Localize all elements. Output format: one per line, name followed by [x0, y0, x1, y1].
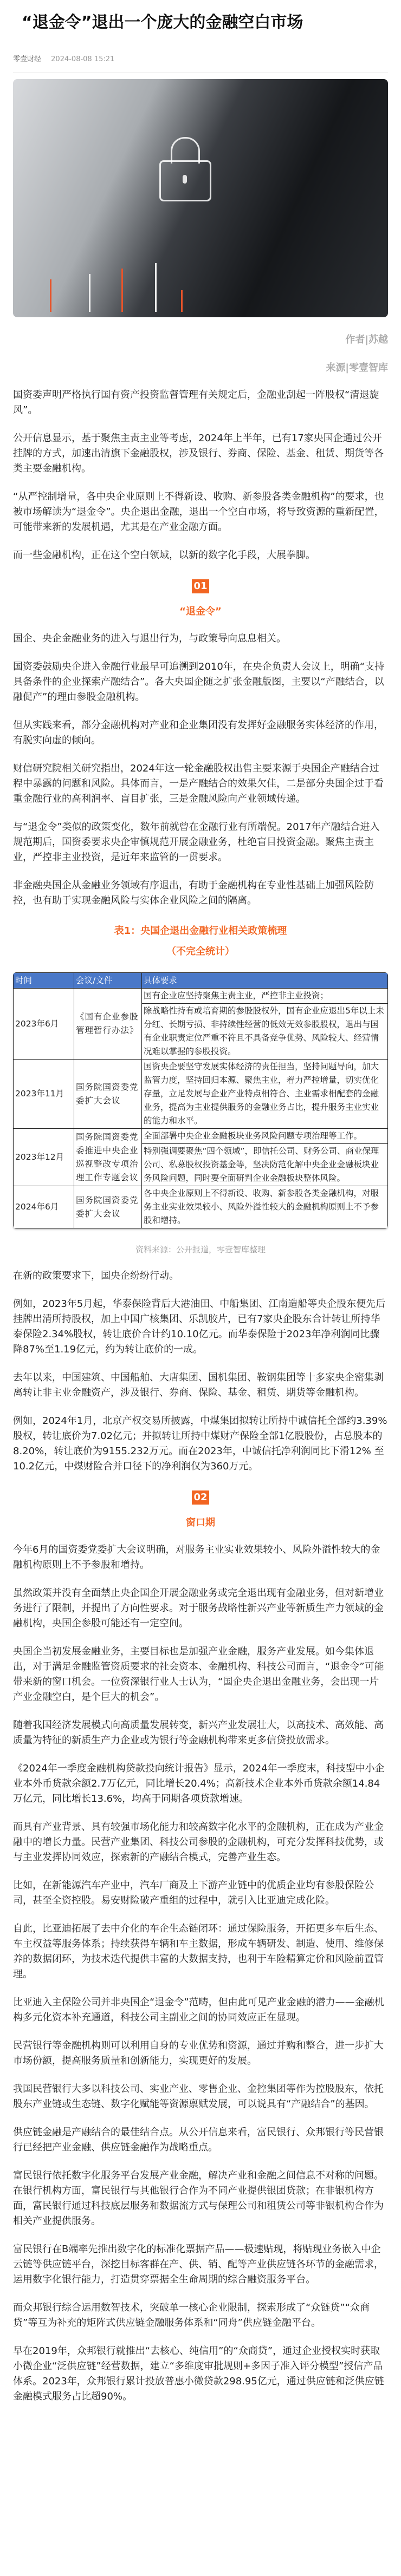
column-header: 时间	[14, 973, 74, 989]
paragraph: 随着我国经济发展模式向高质量发展转变，新兴产业发展壮大，以高技术、高效能、高质量为特征的新质生产力企业或为银行等金融机构带来更多信贷投放需求。	[13, 1719, 384, 1746]
article-title: “退金令”退出一个庞大的金融空白市场	[22, 13, 303, 32]
cell-time: 2024年6月	[14, 1186, 74, 1228]
paragraph: 非金融央国企从金融业务领域有序退出，有助于金融机构在专业性基础上加强风险防控，也有助于实现金融风险与实体企业风险之间的隔离。	[13, 880, 374, 906]
table-row	[14, 1060, 388, 1129]
paragraph: 我国民营银行大多以科技公司、实业产业、零售企业、金控集团等作为控股股东，依托股东产业链或生态链、数字化赋能等资源禀赋发展，可以说具有“产融结合”的基因。	[13, 2083, 384, 2110]
paragraph: 财信研究院相关研究指出，2024年这一轮金融股权出售主要来源于央国企产融结合过程中暴露的问题和风险。具体而言，一是产融结合的效果欠佳，二是部分央国企过于看重金融行业的高利润率、盲目扩张，三是金融风险向产业领域传递。	[13, 763, 384, 805]
cell-requirement: 国资央企要坚守发展实体经济的责任担当，坚持问题导向，加大监管力度，坚持回归本源、聚焦主业，着力严控增量，切实优化存量，立足发展与企业产业特点相符合、主业需求相配套的金融业务，提高为主业提供服务的金融业务占比，提升服务主业实业的能力和水平。	[142, 1060, 388, 1129]
cell-document: 《国有企业参股管理暂行办法》	[74, 989, 142, 1060]
section-heading: “退金令”	[179, 606, 222, 617]
cell-requirement: 各中央企业原则上不得新设、收购、新参股各类金融机构，对服务主业实业效果较小、风险外溢性较大的金融机构原则上不予参股和增持。	[142, 1186, 388, 1228]
table-subcaption: （不完全统计）	[166, 946, 235, 957]
cell-document: 国务院国资委党委扩大会议	[74, 1186, 142, 1228]
paragraph: 例如，2024年1月，北京产权交易所披露，中煤集团拟转让所持中诚信托全部约3.39%股权，转让底价为7.02亿元；并拟转让所持中煤财产保险全部1亿股股份，占总股本的8.20%，转让底价为9155.232万元。而在2023年，中诚信托净利润同比下滑12% 至10.2亿元，中煤财险合并口径下的净利润仅为360万元。	[13, 1415, 387, 1472]
table-row	[14, 989, 388, 1004]
paragraph: 而众邦银行综合运用数智技术，突破单一核心企业限制，探索形成了“众链贷”“众商贷”等互为补充的矩阵式供应链金融服务体系和“同舟”供应链金融平台。	[13, 2302, 370, 2329]
lock-icon	[159, 160, 211, 201]
paragraph: 供应链金融是产融结合的最佳结合点。从公开信息来看，富民银行、众邦银行等民营银行已经把产业金融、供应链金融作为战略重点。	[13, 2127, 384, 2153]
article-meta	[13, 53, 388, 63]
paragraph: 去年以来，中国建筑、中国船舶、大唐集团、国机集团、鞍钢集团等十多家央企密集剥离转让非主业金融资产，涉及银行、券商、保险、基金、租赁、期货等金融机构。	[13, 1372, 384, 1398]
source: 来源|零壹智库	[326, 362, 388, 374]
author: 作者|苏越	[345, 334, 388, 345]
paragraph: 与“退金令”类似的政策变化，数年前就曾在金融行业有所端倪。2017年产融结合进入规范期后，国资委要求央企审慎规范开展金融业务，杜绝盲目投资金融。聚焦主责主业，严控非主业投资，是近年来监管的一贯要求。	[13, 821, 380, 863]
policy-table	[13, 972, 388, 1228]
cell-requirement: 除战略性持有或培育期的参股股权外，国有企业应退出5年以上未分红、长期亏损、非持续性经营的低效无效参股股权，退出与国有企业职责定位严重不符且不具备竞争优势、风险较大、经营情况难以掌握的参股投资。	[142, 1004, 388, 1060]
column-header: 会议/文件	[74, 973, 142, 989]
paragraph: 富民银行依托数字化服务平台发展产业金融，解决产业和金融之间信息不对称的问题。在银行机构方面，富民银行与其他银行合作为不同产业提供银团贷款；在非银机构方面，富民银行通过科技底层服务和数据流方式与保理公司和租赁公司等非银机构合作为相关产业提供服务。	[13, 2170, 384, 2227]
section-number	[13, 579, 388, 593]
paragraph: 《2024年一季度金融机构贷款投向统计报告》显示，2024年一季度末，科技型中小企业本外币贷款余额2.7万亿元，同比增长20.4%；高新技术企业本外币贷款余额14.84万亿元，同比增长13.6%，均高于同期各项贷款增速。	[13, 1763, 385, 1804]
paragraph: 而具有产业背景、具有较强市场化能力和较高数字化水平的金融机构，正在成为产业金融中的增长力量。民营产业集团、科技公司参股的金融机构，可充分发挥科技优势，或与主业发挥协同效应，探索新的产融结合模式，完善产业生态。	[13, 1821, 384, 1863]
hero-image	[13, 79, 388, 317]
publish-date: 2024-08-08 15:21	[51, 55, 115, 63]
paragraph: 央国企当初发展金融业务，主要目标也是加强产业金融，服务产业发展。如今集体退出，对于满足金融监管资质要求的社会资本、金融机构、科技公司而言，“退金令”可能带来新的窗口机会。一位资深银行业人士认为，“国企央企退出金融业务，会出现一片产业金融空白，是个巨大的机会”。	[13, 1646, 384, 1703]
paragraph: 富民银行在B端率先推出数字化的标准化票据产品——极速贴现，将贴现业务嵌入中企云链等供应链平台，深挖目标客群在产、供、销、配等产业供应链各环节的金融需求，运用数字化银行能力，打造贯穿票据全生命周期的综合融资服务平台。	[13, 2244, 384, 2285]
column-header: 具体要求	[142, 973, 388, 989]
article-body	[13, 388, 388, 2404]
cell-time: 2023年11月	[14, 1060, 74, 1129]
section-number-badge: 01	[192, 579, 209, 593]
paragraph: 早在2019年，众邦银行就推出“去核心、纯信用”的“众商贷”，通过企业授权实时获取小微企业“泛供应链”经营数据，建立“多维度审批规则+多因子准入评分模型”授信产品体系。2023年，众邦银行累计投放普惠小微贷款298.95亿元，通过供应链和泛供应链金融模式服务占比超90%。	[13, 2345, 384, 2402]
paragraph: 自此，比亚迪拓展了去中介化的车企生态链闭环：通过保险服务，开拓更多车后生态、车主权益等服务体系；持续获得车辆和车主数据，形成车辆研发、制造、使用、维修保养的数据闭环，为技术迭代提供丰富的大数据支持，也利于车险精算定价和风险前置管理。	[13, 1923, 384, 1980]
table-header-row	[14, 973, 388, 989]
paragraph: 但从实践来看，部分金融机构对产业和企业集团没有发挥好金融服务实体经济的作用，有脱实向虚的倾向。	[13, 720, 384, 746]
cell-document: 国务院国资委党委推进中央企业巡视整改专项治理工作专题会议	[74, 1129, 142, 1186]
table-row	[14, 1129, 388, 1144]
cell-document: 国务院国资委党委扩大会议	[74, 1060, 142, 1129]
paragraph: 在新的政策要求下，国央企纷纷行动。	[13, 1270, 179, 1282]
cell-time: 2023年6月	[14, 989, 74, 1060]
cell-time: 2023年12月	[14, 1129, 74, 1186]
source-name[interactable]: 零壹财经	[13, 55, 42, 63]
paragraph: 国企、央企金融业务的进入与退出行为，与政策导向息息相关。	[13, 633, 286, 644]
divider	[13, 72, 388, 73]
paragraph: 例如，2023年5月起，华泰保险背后大港油田、中船集团、江南造船等央企股东便先后挂牌出清所持股权，加上中国广核集团、乐凯胶片，已有7家央企股东合计转让所持华泰保险2.34%股权，转让底价合计约10.10亿元。而华泰保险于2023年净利润同比骤降87%至1.19亿元，约为转让底价的一成。	[13, 1298, 386, 1355]
section-number	[13, 1490, 388, 1505]
paragraph: 民营银行等金融机构则可以利用自身的专业优势和资源，通过并购和整合，进一步扩大市场份额，提高服务质量和创新能力，实现更好的发展。	[13, 2040, 384, 2067]
table-row	[14, 1186, 388, 1228]
paragraph: 虽然政策并没有全面禁止央企国企开展金融业务或完全退出现有金融业务，但对新增业务进行了限制，并提出了方向性要求。对于服务战略性新兴产业等新质生产力领域的金融机构，央国企参股可能还有一定空间。	[13, 1587, 384, 1629]
cell-requirement: 特别强调要聚焦“四个领域”，即信托公司、财务公司、商业保理公司、私募股权投资基金等，坚决防范化解中央企业金融板块业务风险问题，同时要全面研判企业金融板块整体风险。	[142, 1144, 388, 1186]
table-source-note: 资料来源：公开报道，零壹智库整理	[135, 1245, 266, 1254]
paragraph: “从严控制增量，各中央企业原则上不得新设、收购、新参股各类金融机构”的要求，也被市场解读为“退金令”。央企退出金融，退出一个空白市场，将导致资源的重新配置，可能带来新的发展机遇，尤其是在产业金融方面。	[13, 491, 384, 533]
paragraph: 公开信息显示，基于聚焦主责主业等考虑，2024年上半年，已有17家央国企通过公开挂牌的方式，加速出清旗下金融股权，涉及银行、券商、保险、基金、租赁、期货等各类主要金融机构。	[13, 433, 384, 474]
paragraph: 而一些金融机构，正在这个空白领域，以新的数字化手段，大展拳脚。	[13, 550, 315, 561]
paragraph: 国资委声明严格执行国有资产投资监督管理有关规定后，金融业刮起一阵股权“清退旋风”。	[13, 389, 379, 416]
cell-requirement: 国有企业应坚持聚焦主责主业，严控非主业投资；	[142, 989, 388, 1004]
cell-requirement: 全面部署中央企业金融板块业务风险问题专项治理等工作。	[142, 1129, 388, 1144]
paragraph: 今年6月的国资委党委扩大会议明确，对服务主业实业效果较小、风险外溢性较大的金融机构原则上不予参股和增持。	[13, 1544, 380, 1571]
paragraph: 国资委鼓励央企进入金融行业最早可追溯到2010年，在央企负责人会议上，明确“支持具备条件的企业探索产融结合”。各大央国企随之扩张金融版图，主要以“产融结合，以融促产”的理由参股金融机构。	[13, 661, 385, 703]
section-heading: 窗口期	[186, 1517, 215, 1528]
table-caption: 表1：央国企退出金融行业相关政策梳理	[114, 925, 287, 937]
section-number-badge: 02	[192, 1490, 209, 1505]
paragraph: 比如，在新能源汽车产业中，汽车厂商及上下游产业链中的优质企业均有参股保险公司，甚至全资控股。易安财险破产重组的过程中，就引入比亚迪完成化险。	[13, 1880, 374, 1906]
paragraph: 比亚迪入主保险公司并非央国企“退金令”范畴，但由此可见产业金融的潜力——金融机构多元化资本补充通道，科技公司主副业之间的协同效应正在显现。	[13, 1997, 384, 2023]
